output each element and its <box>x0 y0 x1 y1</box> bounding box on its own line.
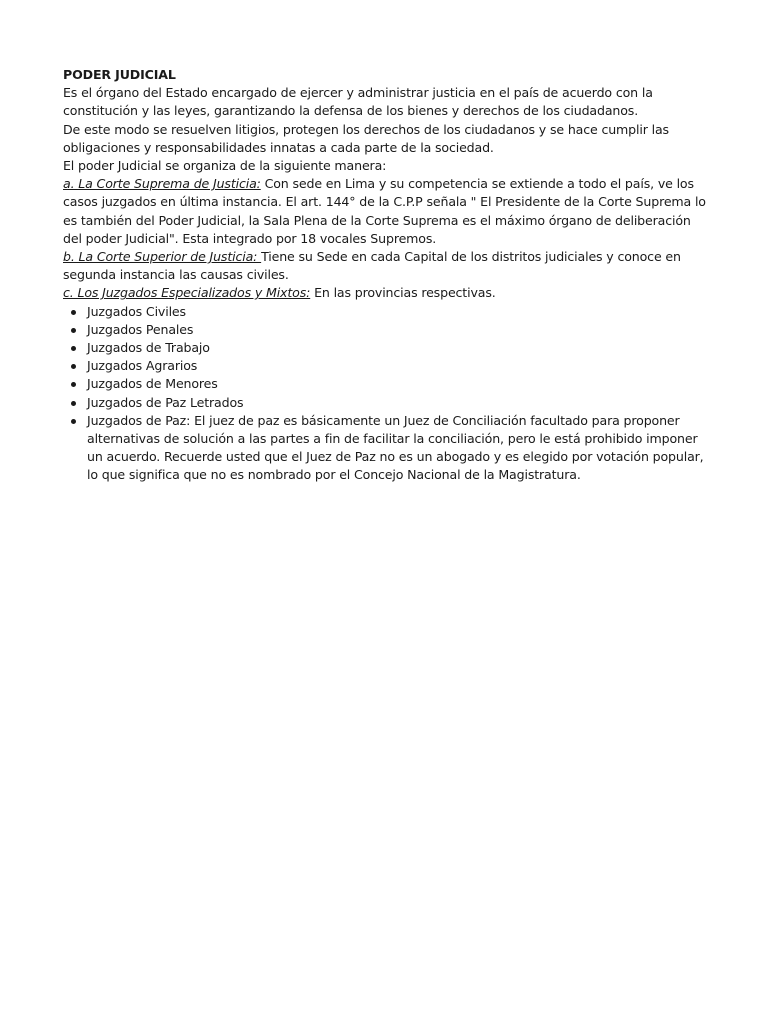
bullet-icon <box>71 401 76 406</box>
list-item-text: Juzgados de Trabajo <box>87 340 210 356</box>
bullet-icon <box>71 310 76 315</box>
list-item <box>63 321 713 339</box>
intro-paragraph: El poder Judicial se organiza de la siguiente manera: <box>63 158 387 174</box>
list-item-text: Juzgados de Paz Letrados <box>87 394 244 410</box>
bullet-icon <box>71 382 76 387</box>
list-item-text: Juzgados Agrarios <box>87 358 198 374</box>
document-page <box>63 66 713 485</box>
list-item-text: Juzgados de Paz: El juez de paz es básicamente un Juez de Conciliación facultado para proponer alternativas de solución a las partes a fin de facilitar la conciliación, pero le está prohibido imponer un acuerdo. Recuerde usted que el Juez de Paz no es un abogado y es elegido por votación popular, lo que significa que no es nombrado por el Concejo Nacional de la Magistratura. <box>87 412 704 483</box>
list-item-text: Juzgados Penales <box>87 321 194 337</box>
bullet-icon <box>71 328 76 333</box>
list-item <box>63 412 713 485</box>
list-item-text: Juzgados Civiles <box>87 303 186 319</box>
list-item <box>63 303 713 321</box>
list-item <box>63 394 713 412</box>
section-corte-superior <box>63 248 713 284</box>
section-label: a. La Corte Suprema de Justicia: <box>63 176 261 192</box>
bullet-icon <box>71 346 76 351</box>
intro-paragraph: Es el órgano del Estado encargado de ejercer y administrar justicia en el país de acuerdo con la constitución y las leyes, garantizando la defensa de los bienes y derechos de los ciudadanos. <box>63 85 653 119</box>
document-title: PODER JUDICIAL <box>63 67 176 82</box>
section-text: Con sede en Lima y su competencia se extiende a todo el país, ve los casos juzgados en última instancia. El art. 144° de la C.P.P señala " El Presidente de la Corte Suprema lo es también del Poder Judicial, la Sala Plena de la Corte Suprema es el máximo órgano de deliberación del poder Judicial". Esta integrado por 18 vocales Supremos. <box>63 176 706 246</box>
section-text: En las provincias respectivas. <box>310 285 496 301</box>
bullet-icon <box>71 419 76 424</box>
section-text: Tiene su Sede en cada Capital de los distritos judiciales y conoce en segunda instancia las causas civiles. <box>63 249 681 283</box>
courts-list <box>63 303 713 485</box>
section-juzgados <box>63 284 713 302</box>
section-corte-suprema <box>63 175 713 248</box>
section-label: c. Los Juzgados Especializados y Mixtos: <box>63 285 311 301</box>
list-item <box>63 357 713 375</box>
section-label: b. La Corte Superior de Justicia: <box>63 249 262 265</box>
list-item <box>63 339 713 357</box>
intro-paragraph: De este modo se resuelven litigios, protegen los derechos de los ciudadanos y se hace cumplir las obligaciones y responsabilidades innatas a cada parte de la sociedad. <box>63 121 669 155</box>
list-item-text: Juzgados de Menores <box>87 376 218 392</box>
bullet-icon <box>71 364 76 369</box>
list-item <box>63 375 713 393</box>
